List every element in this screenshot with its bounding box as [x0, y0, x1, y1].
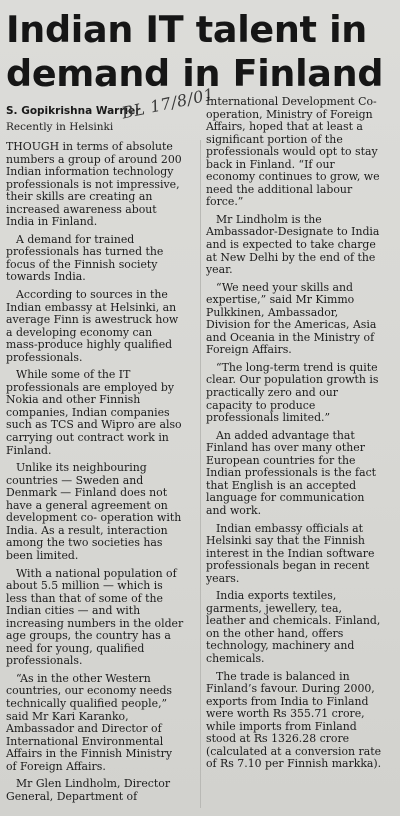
text-line: on the other hand, offers — [206, 626, 344, 640]
text-line: European countries for the — [206, 453, 356, 467]
text-line: chemicals. — [206, 651, 265, 665]
text-line: a developing economy can — [6, 325, 153, 339]
left-column — [6, 141, 198, 808]
text-line: and work. — [206, 503, 262, 517]
text-line: development co- operation with — [6, 511, 182, 525]
text-line: India exports textiles, — [216, 589, 337, 603]
text-line: Pulkkinen, Ambassador, — [206, 305, 339, 319]
paragraph — [206, 362, 398, 425]
text-line: exports from India to Finland — [206, 694, 369, 708]
text-line: have a general agreement on — [6, 498, 168, 512]
paragraph — [206, 430, 398, 518]
text-line: A demand for trained — [16, 232, 135, 246]
text-line: at New Delhi by the end of the — [206, 250, 376, 264]
paragraph — [6, 673, 198, 773]
text-line: Foreign Affairs. — [206, 343, 292, 357]
paragraph — [6, 568, 198, 668]
text-line: India in Finland. — [6, 215, 98, 229]
text-line: focus of the Finnish society — [6, 257, 158, 271]
text-line: capacity to produce — [206, 398, 316, 412]
text-line: Indian information technology — [6, 165, 174, 179]
paragraph — [6, 369, 198, 457]
text-line: Division for the Americas, Asia — [206, 318, 377, 332]
text-line: Indian embassy at Helsinki, an — [6, 300, 177, 314]
text-line: The trade is balanced in — [216, 669, 350, 683]
text-line: Ambassador-Designate to India — [206, 225, 380, 239]
text-line: Denmark — Finland does not — [6, 486, 168, 500]
column-divider — [200, 140, 201, 808]
paragraph — [6, 778, 198, 803]
text-line: professionals has turned the — [6, 245, 164, 259]
text-line: Affairs, hoped that at least a — [206, 120, 363, 134]
text-line: need for young, qualified — [6, 641, 145, 655]
text-line: their skills are creating an — [6, 190, 153, 204]
text-line: Finland’s favour. During 2000, — [206, 682, 375, 696]
text-line: “The long-term trend is quite — [216, 360, 378, 374]
text-line: technology, machinery and — [206, 639, 355, 653]
text-line: countries, our economy needs — [6, 684, 173, 698]
text-line: year. — [206, 263, 233, 277]
text-line: such as TCS and Wipro are also — [6, 418, 182, 432]
text-line: language for communication — [206, 491, 365, 505]
text-line: of Foreign Affairs. — [6, 759, 106, 773]
text-line: and Oceania in the Ministry of — [206, 330, 375, 344]
text-line: Affairs in the Finnish Ministry — [6, 747, 172, 761]
text-line: An added advantage that — [216, 428, 355, 442]
text-line: THOUGH in terms of absolute — [6, 140, 173, 153]
paragraph — [206, 282, 398, 357]
paragraph — [206, 96, 398, 209]
text-line: Mr Glen Lindholm, Director — [16, 777, 171, 791]
text-line: professionals are employed by — [6, 380, 175, 394]
text-line: professionals. — [6, 350, 83, 364]
text-line: International Development Co- — [206, 95, 377, 108]
text-line: were worth Rs 355.71 crore, — [206, 707, 365, 721]
text-line: of Rs 7.10 per Finnish markka). — [206, 757, 382, 771]
text-line: With a national population of — [16, 566, 177, 580]
text-line: expertise,” said Mr Kimmo — [206, 293, 355, 307]
text-line: economy continues to grow, we — [206, 170, 380, 184]
text-line: practically zero and our — [206, 386, 338, 400]
handwritten-date-note: BL 17/8/01 — [120, 84, 217, 123]
text-line: carrying out contract work in — [6, 431, 169, 445]
paragraph — [6, 234, 198, 284]
text-line: companies, Indian companies — [6, 405, 170, 419]
paragraph — [6, 462, 198, 562]
text-line: interest in the Indian software — [206, 546, 375, 560]
paragraph — [206, 590, 398, 665]
text-line: stood at Rs 1326.28 crore — [206, 732, 350, 746]
text-line: Finland. — [6, 443, 52, 457]
text-line: been limited. — [6, 548, 79, 562]
text-line: towards India. — [6, 270, 86, 284]
text-line: garments, jewellery, tea, — [206, 601, 342, 615]
headline-line: demand in Finland — [6, 52, 384, 95]
dateline: Recently in Helsinki — [6, 121, 114, 133]
paragraph — [206, 671, 398, 771]
text-line: increased awareness about — [6, 202, 157, 216]
text-line: average Finn is awestruck how — [6, 313, 179, 327]
text-line: professionals. — [6, 654, 83, 668]
text-line: countries — Sweden and — [6, 473, 144, 487]
text-line: and is expected to take charge — [206, 238, 376, 252]
text-line: back in Finland. “If our — [206, 157, 335, 171]
text-line: mass-produce highly qualified — [6, 338, 173, 352]
text-line: Finland has over many other — [206, 441, 365, 455]
text-line: among the two societies has — [6, 536, 163, 550]
text-line: that English is an accepted — [206, 478, 357, 492]
text-line: “We need your skills and — [216, 280, 353, 294]
text-line: said Mr Kari Karanko, — [6, 709, 129, 723]
right-column — [206, 96, 398, 776]
text-line: India. As a result, interaction — [6, 523, 168, 537]
text-line: force.” — [206, 195, 244, 209]
paragraph — [206, 523, 398, 586]
text-line: Ambassador and Director of — [6, 722, 162, 736]
text-line: professionals is not impressive, — [6, 177, 180, 191]
text-line: professionals began in recent — [206, 559, 370, 573]
headline — [6, 8, 398, 96]
text-line: clear. Our population growth is — [206, 373, 379, 387]
text-line: about 5.5 million — which is — [6, 579, 163, 593]
text-line: increasing numbers in the older — [6, 616, 184, 630]
text-line: significant portion of the — [206, 132, 343, 146]
text-line: leather and chemicals. Finland, — [206, 614, 381, 628]
text-line: Indian embassy officials at — [216, 521, 364, 535]
paragraph — [6, 141, 198, 229]
text-line: General, Department of — [6, 789, 138, 803]
paragraph — [206, 214, 398, 277]
headline-line: Indian IT talent in — [6, 8, 367, 51]
text-line: “As in the other Western — [16, 671, 151, 685]
text-line: professionals limited.” — [206, 411, 331, 425]
text-line: Indian cities — and with — [6, 604, 141, 618]
text-line: while imports from Finland — [206, 719, 357, 733]
byline: S. Gopikrishna Warrier — [6, 105, 141, 117]
text-line: International Environmental — [6, 734, 164, 748]
text-line: While some of the IT — [16, 368, 131, 382]
text-line: professionals would opt to stay — [206, 145, 378, 159]
text-line: Helsinki say that the Finnish — [206, 534, 365, 548]
paragraph — [6, 289, 198, 364]
text-line: According to sources in the — [16, 288, 168, 302]
text-line: Unlike its neighbouring — [16, 461, 147, 475]
text-line: Nokia and other Finnish — [6, 393, 141, 407]
text-line: operation, Ministry of Foreign — [206, 107, 373, 121]
text-line: technically qualified people,” — [6, 696, 168, 710]
text-line: Mr Lindholm is the — [216, 212, 322, 226]
text-line: need the additional labour — [206, 182, 353, 196]
text-line: Indian professionals is the fact — [206, 466, 377, 480]
text-line: numbers a group of around 200 — [6, 152, 182, 166]
text-line: age groups, the country has a — [6, 629, 171, 643]
text-line: less than that of some of the — [6, 591, 163, 605]
text-line: years. — [206, 571, 240, 585]
text-line: (calculated at a conversion rate — [206, 744, 382, 758]
